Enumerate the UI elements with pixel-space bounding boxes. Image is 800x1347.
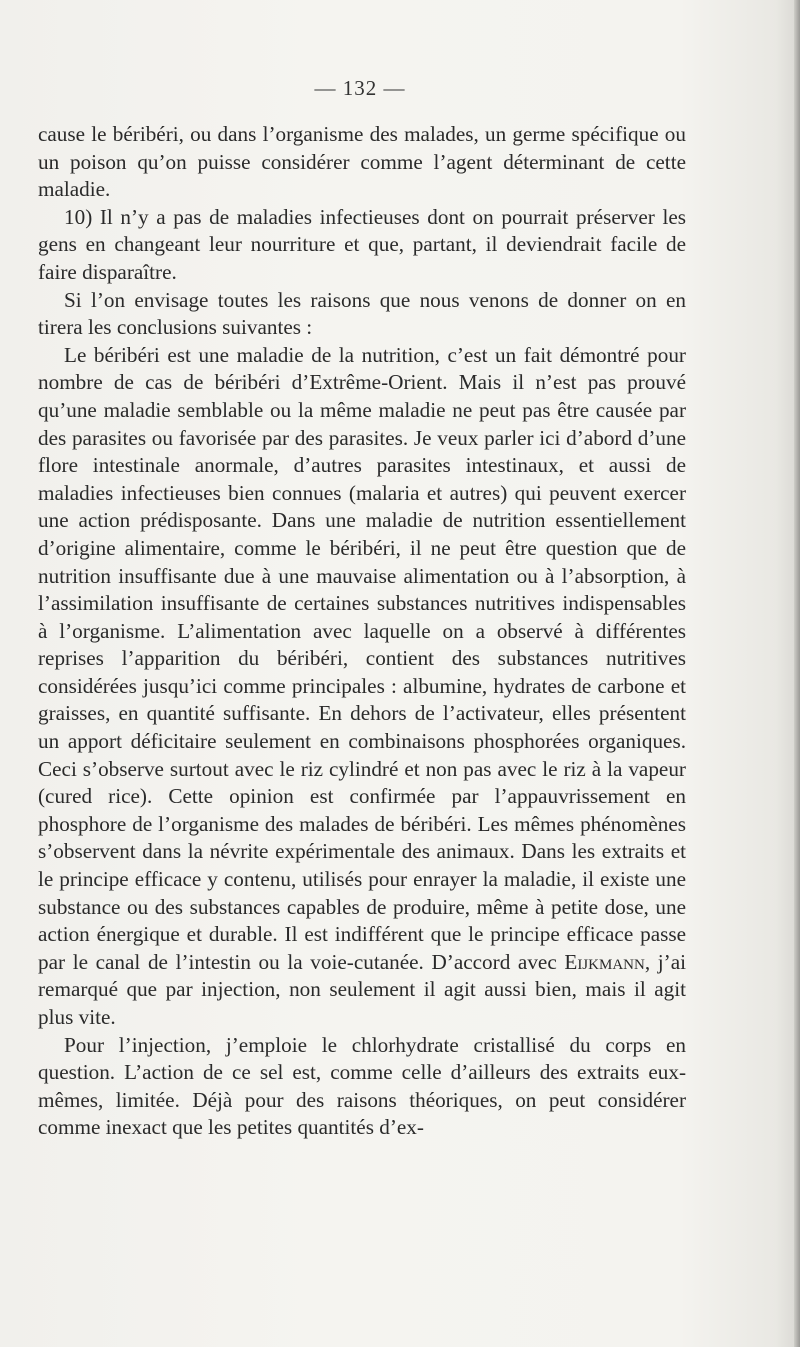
body-text [38, 121, 686, 1142]
paragraph-4 [38, 342, 686, 1032]
paragraph-1: cause le béribéri, ou dans l’organisme des malades, un germe spécifique ou un poison qu’on puisse considérer comme l’agent déterminant de cette maladie. [38, 122, 686, 202]
paragraph-5: Pour l’injection, j’emploie le chlorhydrate cristallisé du corps en question. L’action de ce sel est, comme celle d’ailleurs des extraits eux-mêmes, limitée. Déjà pour des raisons théoriques, on peut considérer comme inexact que les petites quantités d’ex- [38, 1032, 686, 1140]
author-name: Eijkmann [564, 949, 645, 974]
paragraph-4-text-before: Le béribéri est une maladie de la nutrition, c’est un fait démontré pour nombre de cas de béribéri d’Extrême-Orient. Mais il n’est pas prouvé qu’une maladie semblable ou la même maladie ne peut pas être causée par des parasites ou favorisée par des parasites. Je veux parler ici d’abord d’une flore intestinale anormale, d’autres parasites intestinaux, et aussi de maladies infectieuses bien connues (malaria et autres) qui peuvent exercer une action prédisposante. Dans une maladie de nutrition essentiellement d’origine alimentaire, comme le béribéri, il ne peut être question que de nutrition insuffisante due à une mauvaise alimentation ou à l’absorption, à l’assimilation insuffisante de certaines substances nutritives indispensables à l’organisme. L’alimentation avec laquelle on a observé à différentes reprises l’apparition du béribéri, contient des substances nutritives considérées jusqu’ici comme principales : albumine, hydrates de carbone et graisses, en quantité suffisante. En dehors de l’activateur, elles présentent un apport déficitaire seulement en combinaisons phosphorées organiques. Ceci s’observe surtout avec le riz cylindré et non pas avec le riz à la vapeur (cured rice). Cette opinion est confirmée par l’appauvrissement en phosphore de l’organisme des malades de béribéri. Les mêmes phénomènes s’observent dans la névrite expérimentale des animaux. Dans les extraits et le principe efficace y contenu, utilisés pour enrayer la maladie, il existe une substance ou des substances capables de produire, même à petite dose, une action énergique et durable. Il est indifférent que le principe efficace passe par le canal de l’intestin ou la voie-cutanée. D’accord avec [38, 342, 686, 974]
paragraph-4-text-after: , j’ai remarqué que par injection, non seulement il agit aussi bien, mais il agit plus vite. [38, 949, 686, 1029]
page-number: — 132 — [314, 76, 406, 100]
paragraph-2: 10) Il n’y a pas de maladies infectieuses dont on pourrait préserver les gens en changeant leur nourriture et que, partant, il deviendrait facile de faire disparaître. [38, 204, 686, 284]
paragraph-3: Si l’on envisage toutes les raisons que nous venons de donner on en tirera les conclusions suivantes : [38, 287, 686, 340]
page-edge-shadow [794, 0, 800, 1347]
